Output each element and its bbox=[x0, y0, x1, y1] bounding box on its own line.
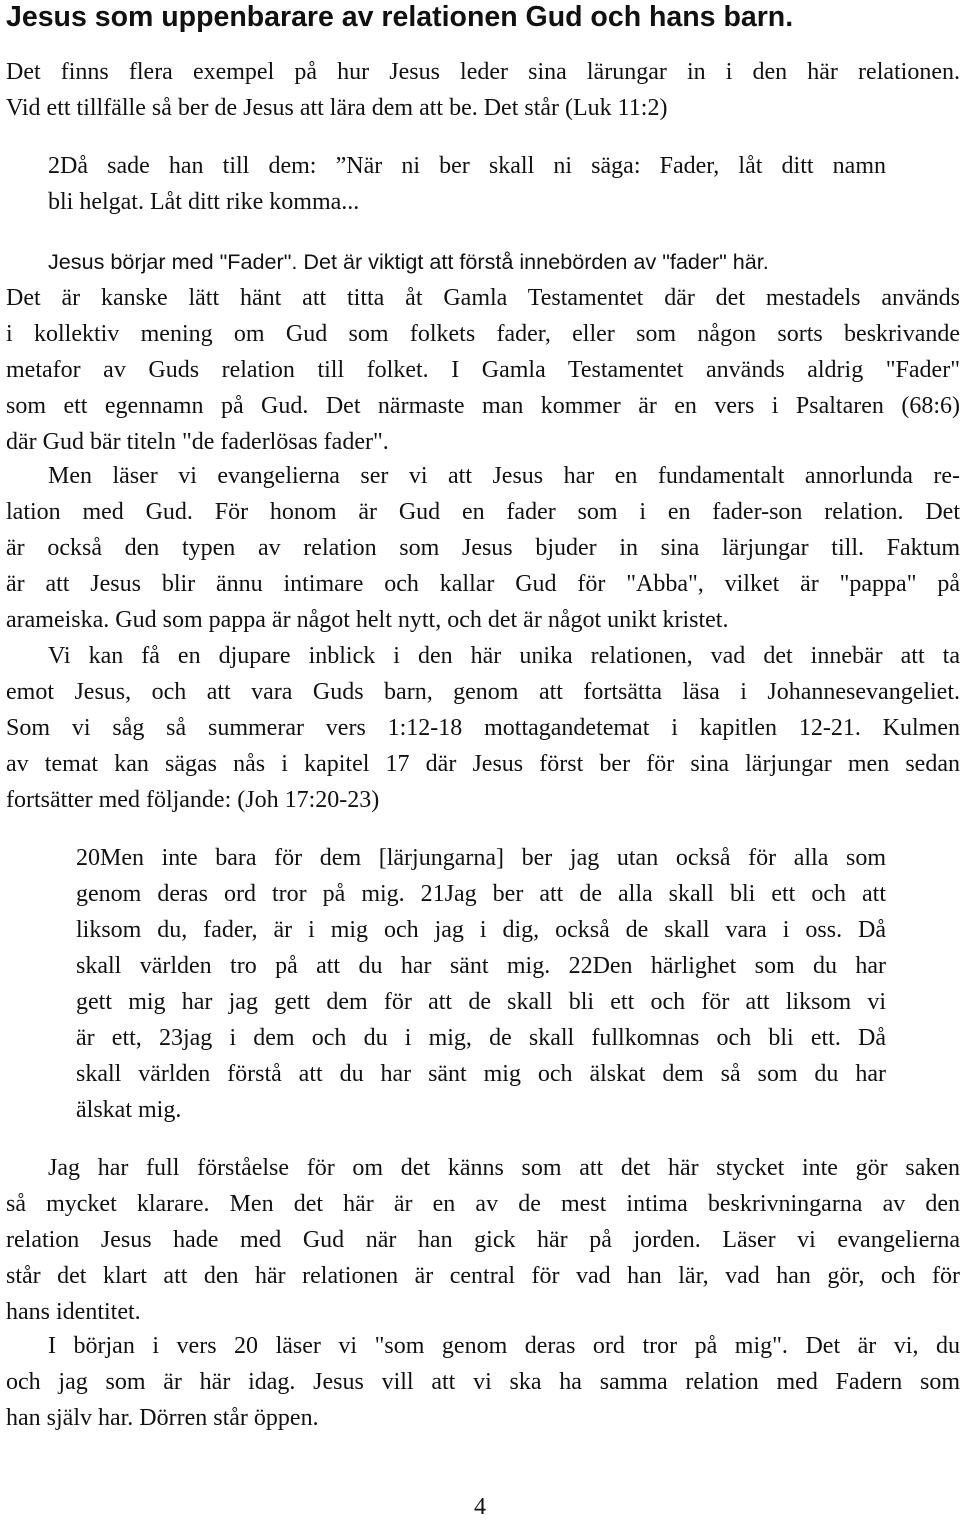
fader-remark: Jesus börjar med "Fader". Det är viktigt att förstå innebörden av "fader" här. bbox=[48, 249, 769, 274]
quote-line: bli helgat. Låt ditt rike komma... bbox=[48, 189, 360, 215]
text-line: är att Jesus blir ännu intimare och kallar Gud för "Abba", vilket är "pappa" på bbox=[6, 571, 960, 597]
section-heading: Jesus som uppenbarare av relationen Gud och hans barn. bbox=[6, 1, 794, 33]
text-line: Det är kanske lätt hänt att titta åt Gamla Testamentet där det mestadels används bbox=[6, 285, 960, 311]
quote-line: 2Då sade han till dem: ”När ni ber skall ni säga: Fader, låt ditt namn bbox=[48, 153, 886, 179]
text-line: relation Jesus hade med Gud när han gick här på jorden. Läser vi evangelierna bbox=[6, 1227, 960, 1253]
text-line: Men läser vi evangelierna ser vi att Jesus har en fundamentalt annorlunda re- bbox=[48, 463, 960, 489]
text-line: han själv har. Dörren står öppen. bbox=[6, 1405, 319, 1431]
text-line: Vi kan få en djupare inblick i den här unika relationen, vad det innebär att ta bbox=[48, 643, 960, 669]
quote-line: skall världen tro på att du har sänt mig. 22Den härlighet som du har bbox=[76, 953, 886, 979]
quote-line: skall världen förstå att du har sänt mig och älskat dem så som du har bbox=[76, 1061, 886, 1087]
quote-line: 20Men inte bara för dem [lärjungarna] ber jag utan också för alla som bbox=[76, 845, 886, 871]
page-number: 4 bbox=[474, 1494, 486, 1520]
quote-line: genom deras ord tror på mig. 21Jag ber att de alla skall bli ett och att bbox=[76, 881, 886, 907]
text-line: Som vi såg så summerar vers 1:12-18 mottagandetemat i kapitlen 12-21. Kulmen bbox=[6, 715, 960, 741]
text-line: I början i vers 20 läser vi "som genom deras ord tror på mig". Det är vi, du bbox=[48, 1333, 960, 1359]
text-line: så mycket klarare. Men det här är en av de mest intima beskrivningarna av den bbox=[6, 1191, 960, 1217]
text-line: i kollektiv mening om Gud som folkets fader, eller som någon sorts beskrivande bbox=[6, 321, 960, 347]
text-line: arameiska. Gud som pappa är något helt nytt, och det är något unikt kristet. bbox=[6, 607, 729, 633]
text-line: är också den typen av relation som Jesus bjuder in sina lärjungar till. Faktum bbox=[6, 535, 960, 561]
text-line: av temat kan sägas nås i kapitel 17 där Jesus först ber för sina lärjungar men sedan bbox=[6, 751, 960, 777]
text-line: metafor av Guds relation till folket. I Gamla Testamentet används aldrig "Fader" bbox=[6, 357, 960, 383]
text-line: Vid ett tillfälle så ber de Jesus att lära dem att be. Det står (Luk 11:2) bbox=[6, 95, 668, 121]
quote-line: gett mig har jag gett dem för att de skall bli ett och för att liksom vi bbox=[76, 989, 886, 1015]
text-line: Jag har full förståelse för om det känns som att det här stycket inte gör saken bbox=[48, 1155, 960, 1181]
text-line: lation med Gud. För honom är Gud en fader som i en fader-son relation. Det bbox=[6, 499, 960, 525]
quote-line: älskat mig. bbox=[76, 1097, 182, 1123]
quote-line: är ett, 23jag i dem och du i mig, de skall fullkomnas och bli ett. Då bbox=[76, 1025, 886, 1051]
text-line: hans identitet. bbox=[6, 1299, 141, 1325]
text-line: och jag som är här idag. Jesus vill att vi ska ha samma relation med Fadern som bbox=[6, 1369, 960, 1395]
text-line: som ett egennamn på Gud. Det närmaste man kommer är en vers i Psaltaren (68:6) bbox=[6, 393, 960, 419]
quote-line: liksom du, fader, är i mig och jag i dig, också de skall vara i oss. Då bbox=[76, 917, 886, 943]
text-line: står det klart att den här relationen är central för vad han lär, vad han gör, och för bbox=[6, 1263, 960, 1289]
text-line: där Gud bär titeln "de faderlösas fader". bbox=[6, 429, 389, 455]
text-line: Det finns flera exempel på hur Jesus leder sina lärungar in i den här relationen. bbox=[6, 59, 960, 85]
text-line: emot Jesus, och att vara Guds barn, genom att fortsätta läsa i Johannesevangeliet. bbox=[6, 679, 960, 705]
text-line: fortsätter med följande: (Joh 17:20-23) bbox=[6, 787, 380, 813]
